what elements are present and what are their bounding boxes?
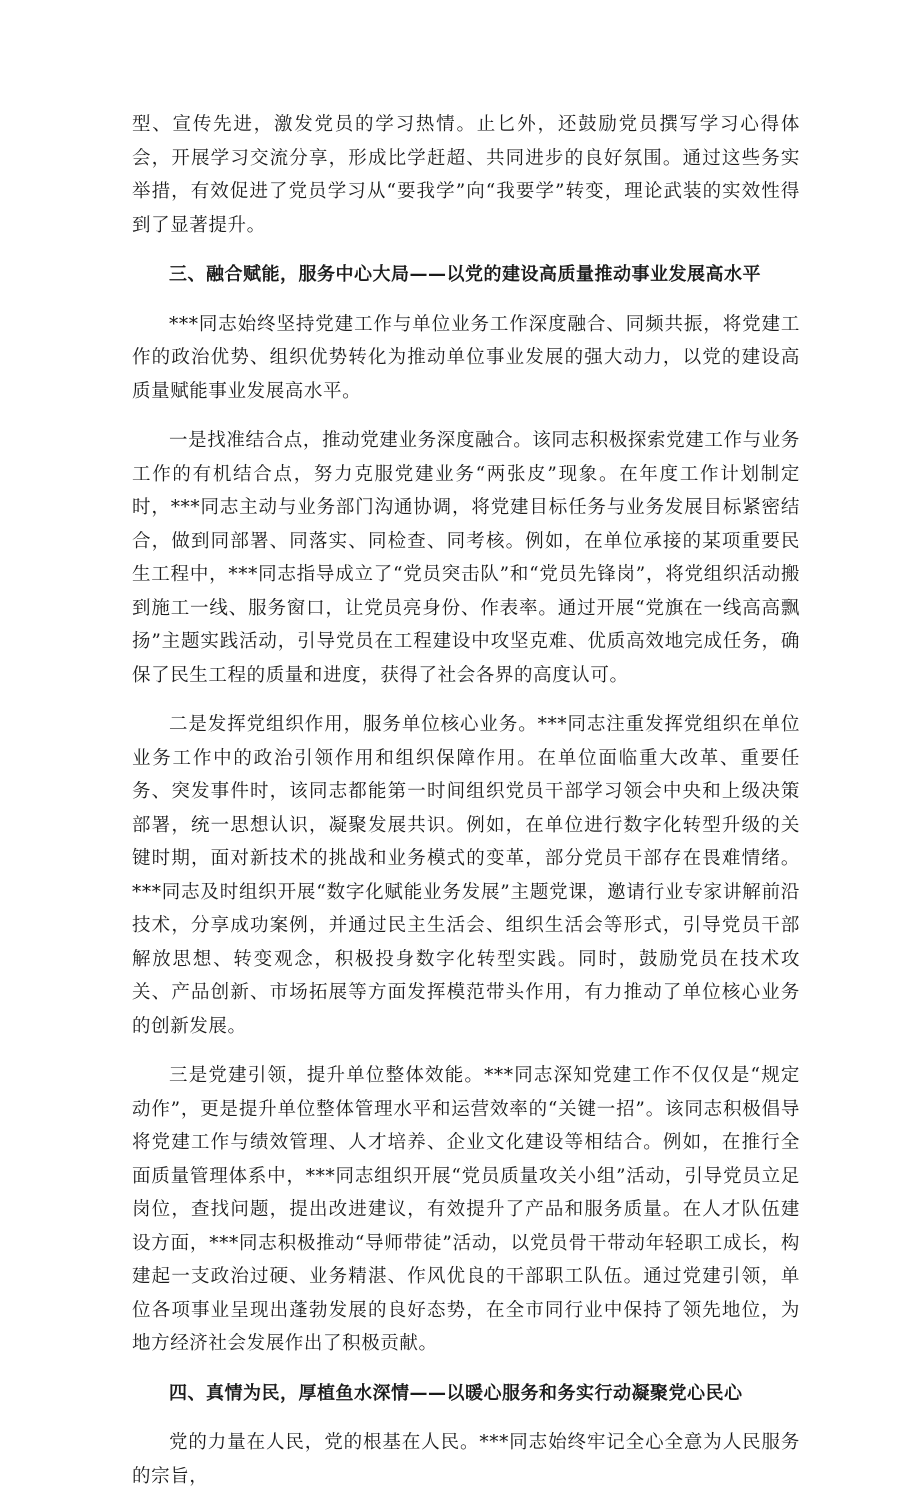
paragraph-point-3: 三是党建引领，提升单位整体效能。***同志深知党建工作不仅仅是“规定动作”，更是提升单位整体管理水平和运营效率的“关键一招”。该同志积极倡导将党建工作与绩效管理、人才培养、企业文化建设等相结合。例如，在推行全面质量管理体系中，***同志组织开展“党员质量攻关小组”活动，引导党员立足岗位，查找问题，提出改进建议，有效提升了产品和服务质量。在人才队伍建设方面，***同志积极推动“导师带徒”活动，以党员骨干带动年轻职工成长，构建起一支政治过硬、业务精湛、作风优良的干部职工队伍。通过党建引领，单位各项事业呈现出蓬勃发展的良好态势，在全市同行业中保持了领先地位，为地方经济社会发展作出了积极贡献。	[132, 1065, 800, 1354]
paragraph-point-1: 一是找准结合点，推动党建业务深度融合。该同志积极探索党建工作与业务工作的有机结合点，努力克服党建业务“两张皮”现象。在年度工作计划制定时，***同志主动与业务部门沟通协调，将党建目标任务与业务发展目标紧密结合，做到同部署、同落实、同检查、同考核。例如，在单位承接的某项重要民生工程中，***同志指导成立了“党员突击队”和“党员先锋岗”，将党组织活动搬到施工一线、服务窗口，让党员亮身份、作表率。通过开展“党旗在一线高高飘扬”主题实践活动，引导党员在工程建设中攻坚克难、优质高效地完成任务，确保了民生工程的质量和进度，获得了社会各界的高度认可。	[132, 430, 800, 686]
section-heading-3: 三、融合赋能，服务中心大局——以党的建设高质量推动事业发展高水平	[169, 264, 761, 285]
document-page	[132, 108, 800, 1509]
paragraph-section-4-intro: 党的力量在人民，党的根基在人民。***同志始终牢记全心全意为人民服务的宗旨，	[132, 1432, 800, 1487]
paragraph-continuation: 型、宣传先进，激发党员的学习热情。止匕外，还鼓励党员撰写学习心得体会，开展学习交流分享，形成比学赶超、共同进步的良好氛围。通过这些务实举措，有效促进了党员学习从“要我学”向“我要学”转变，理论武装的实效性得到了显著提升。	[132, 114, 800, 236]
paragraph-intro: ***同志始终坚持党建工作与单位业务工作深度融合、同频共振，将党建工作的政治优势、组织优势转化为推动单位事业发展的强大动力，以党的建设高质量赋能事业发展高水平。	[132, 313, 800, 402]
section-heading-4: 四、真情为民，厚植鱼水深情——以暖心服务和务实行动凝聚党心民心	[169, 1382, 743, 1404]
paragraph-point-2: 二是发挥党组织作用，服务单位核心业务。***同志注重发挥党组织在单位业务工作中的政治引领作用和组织保障作用。在单位面临重大改革、重要任务、突发事件时，该同志都能第一时间组织党员干部学习领会中央和上级决策部署，统一思想认识，凝聚发展共识。例如，在单位进行数字化转型升级的关键时期，面对新技术的挑战和业务模式的变革，部分党员干部存在畏难情绪。***同志及时组织开展“数字化赋能业务发展”主题党课，邀请行业专家讲解前沿技术，分享成功案例，并通过民主生活会、组织生活会等形式，引导党员干部解放思想、转变观念，积极投身数字化转型实践。同时，鼓励党员在技术攻关、产品创新、市场拓展等方面发挥模范带头作用，有力推动了单位核心业务的创新发展。	[132, 714, 800, 1037]
